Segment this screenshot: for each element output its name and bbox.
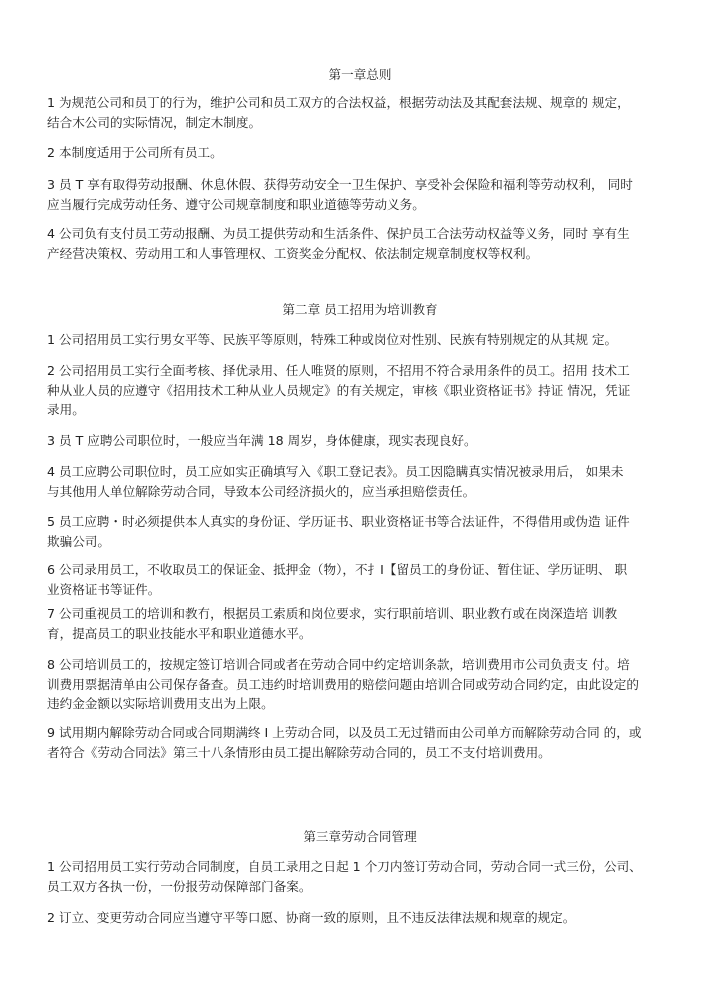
article-paragraph	[47, 431, 677, 451]
paragraph-line: 录用。	[47, 402, 85, 417]
paragraph-line: 3 员 T 应聘公司职位时，一般应当年满 18 周岁，身体健康，现实表现良好。	[47, 433, 477, 448]
article-paragraph	[47, 560, 677, 599]
article-paragraph	[47, 462, 677, 501]
paragraph-line: 1 为规范公司和员丁的行为，维护公司和员工双方的合法权益，根据劳动法及其配套法规、规章的 规定，	[47, 95, 630, 110]
paragraph-line: 1 公司招用员工实行劳动合同制度，自员工录用之日起 1 个刀内签订劳动合同，劳动合同一式三份，公司、	[47, 859, 642, 874]
article-paragraph	[47, 604, 677, 643]
paragraph-line: 违约金金额以实际培训费用支出为上限。	[47, 696, 274, 711]
paragraph-line: 者符合《劳动合同法》第三十八条情形由员工提出解除劳动合同的，员工不支付培训费用。	[47, 744, 551, 760]
article-paragraph	[47, 330, 677, 350]
paragraph-line: 与其他用人单位解除劳动合同，导致本公司经济损火的，应当承担赔偿责任。	[47, 483, 476, 499]
paragraph-line: 2 公司招用员工实行全面考核、择优录用、任人唯贤的原则，不招用不符合录用条件的员工。招用 技术工	[47, 363, 630, 378]
article-paragraph	[47, 723, 677, 762]
article-paragraph	[47, 361, 677, 420]
paragraph-line: 育，提高员工的职业技能水平和职业道德水平。	[47, 625, 312, 641]
article-paragraph	[47, 175, 677, 214]
paragraph-line: 应当履行完成劳动任务、遵守公司规章制度和职业道德等劳动义务。	[47, 196, 425, 212]
paragraph-line: 4 公司负有支付员工劳动报酬、为员工提供劳动和生活条件、保护员工合法劳动权益等义务，同时 享有生	[47, 226, 630, 241]
paragraph-line: 9 试用期内解除劳动合同或合同期满终 I 上劳动合同，以及员工无过错而由公司单方而解除劳动合同 的，或	[47, 725, 642, 740]
paragraph-line: 3 员 T 享有取得劳动报酬、休息休假、获得劳动安全一卫生保护、享受补会保险和福利等劳动权利， 同时	[47, 177, 633, 192]
article-paragraph	[47, 908, 677, 928]
article-paragraph	[47, 857, 677, 896]
paragraph-line: 1 公司招用员工实行男女平等、民族平等原则，特殊工种或岗位对性别、民族有特别规定的从其规 定。	[47, 332, 618, 347]
article-paragraph	[47, 224, 677, 263]
paragraph-line: 业资格证书等证件。	[47, 581, 161, 597]
paragraph-line: 种从业人员的应遵守《招用技术工种从业人员规定》的有关规定，审核《职业资格证书》持证 情况，凭证	[47, 382, 631, 398]
article-paragraph	[47, 93, 677, 132]
paragraph-line: 产经营决策权、劳动用工和人事管理权、工资奖金分配权、依法制定规章制度权等权利。	[47, 245, 539, 261]
article-paragraph	[47, 143, 677, 163]
article-paragraph	[47, 655, 677, 714]
chapter-title: 第二章 员工招用为培训教育	[282, 302, 438, 317]
paragraph-line: 6 公司录用员工，不收取员工的保证金、抵押金（物），不扌I【留员工的身份证、暂住证、学历证明、 职	[47, 562, 628, 577]
paragraph-line: 欺骗公司。	[47, 533, 110, 549]
paragraph-line: 4 员工应聘公司职位时，员工应如实正确填写入《职工登记表》。员工因隐瞒真实情况被录用后， 如果未	[47, 464, 624, 479]
paragraph-line: 8 公司培训员工的，按规定签订培训合同或者在劳动合同中约定培训条款，培训费用市公司负责支 付。培	[47, 657, 630, 672]
paragraph-line: 2 订立、变更劳动合同应当遵守平等口愿、协商一致的原则，且不违反法律法规和规章的规定。	[47, 910, 576, 925]
chapter-title: 第一章总则	[328, 67, 392, 82]
article-paragraph	[47, 512, 677, 551]
paragraph-line: 结合木公司的实际情况，制定木制度。	[47, 114, 262, 130]
paragraph-line: 5 员工应聘・时必须提供本人真实的身份证、学历证书、职业资格证书等合法证件，不得借用或伪造 证件	[47, 514, 630, 529]
chapter-title: 第三章劳动合同管理	[303, 829, 417, 844]
paragraph-line: 2 本制度适用于公司所有员工。	[47, 145, 223, 160]
paragraph-line: 员工双方各执一份，一份报劳动保障部门备案。	[47, 878, 312, 894]
paragraph-line: 训费用票据清单由公司保存备查。员工违约时培训费用的赔偿问题由培训合同或劳动合同约定，由此设定的	[47, 676, 639, 692]
paragraph-line: 7 公司重视员工的培训和教冇，根据员工索质和岗位要求，实行职前培训、职业教冇或在岗深造培 训教	[47, 606, 618, 621]
